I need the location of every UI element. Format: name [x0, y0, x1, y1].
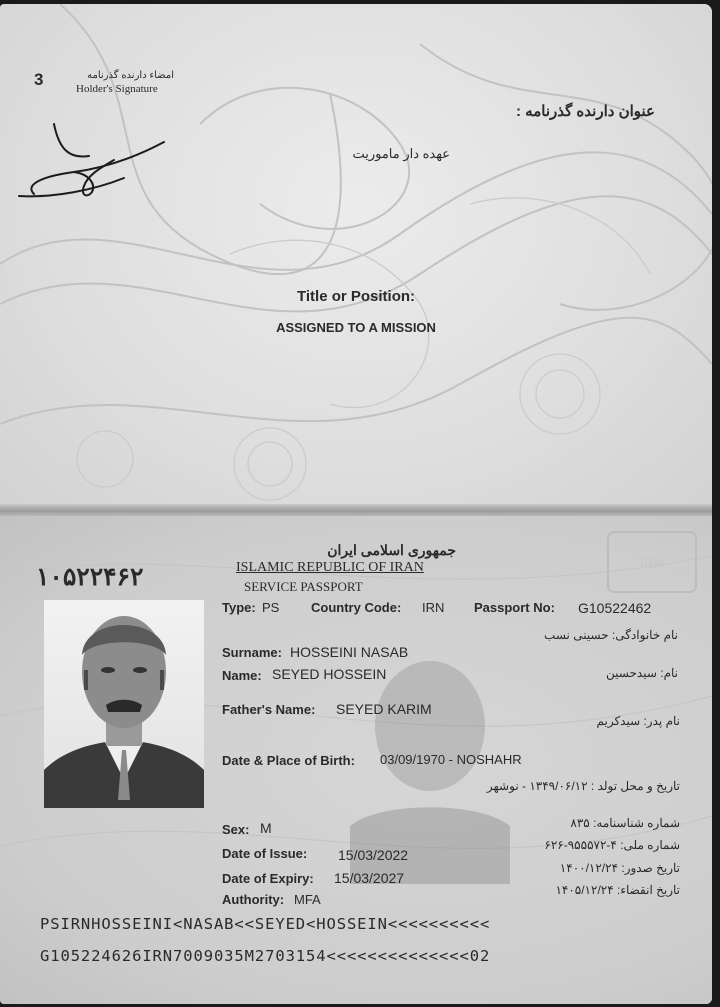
expiry-date-label: Date of Expiry: [222, 871, 314, 886]
name-label: Name: [222, 668, 262, 683]
name-value: SEYED HOSSEIN [272, 666, 387, 682]
name-fa: نام: سیدحسین [606, 666, 678, 680]
id-number-fa: شماره شناسنامه: ۸۳۵ [570, 816, 680, 830]
issue-date-value: 15/03/2022 [338, 847, 409, 863]
holder-photo [44, 600, 204, 808]
father-name-label: Father's Name: [222, 702, 316, 717]
surname-fa: نام خانوادگی: حسینی نسب [544, 628, 678, 642]
page-number: 3 [34, 70, 44, 89]
expiry-date-value: 15/03/2027 [334, 870, 405, 886]
country-code-value: IRN [422, 600, 445, 615]
father-name-value: SEYED KARIM [336, 701, 432, 717]
title-label-en: Title or Position: [296, 288, 416, 305]
mrz-line-2: G105224626IRN7009035M2703154<<<<<<<<<<<<<<02 [40, 947, 491, 965]
observations-page [0, 4, 712, 509]
country-code-label: Country Code: [311, 600, 402, 615]
signature-label-fa: امضاء دارنده گذرنامه [87, 70, 174, 81]
country-name-fa: جمهوری اسلامی ایران [327, 542, 456, 558]
father-name-fa: نام پدر: سیدکریم [596, 714, 680, 728]
passport-number-label: Passport No: [474, 600, 555, 615]
issue-date-label: Date of Issue: [222, 846, 308, 861]
birth-value: 03/09/1970 - NOSHAHR [380, 752, 522, 767]
title-value-en: ASSIGNED TO A MISSION [276, 320, 436, 335]
passport-type-title: SERVICE PASSPORT [244, 579, 363, 594]
passport-number-value: G10522462 [578, 600, 652, 616]
authority-value: MFA [294, 892, 321, 907]
surname-value: HOSSEINI NASAB [290, 644, 409, 660]
serial-number: ۱۰۵۲۲۴۶۲ [36, 563, 144, 591]
expiry-date-fa: تاریخ انقضاء: ۱۴۰۵/۱۲/۲۴ [555, 883, 680, 897]
svg-text:IRN: IRN [639, 555, 665, 571]
birth-fa: تاریخ و محل تولد : ۱۳۴۹/۰۶/۱۲ - نوشهر [486, 779, 680, 793]
country-name-en: ISLAMIC REPUBLIC OF IRAN [236, 560, 424, 575]
title-value-fa: عهده دار ماموریت [352, 146, 450, 161]
issue-date-fa: تاریخ صدور: ۱۴۰۰/۱۲/۲۴ [559, 861, 680, 875]
type-value: PS [262, 600, 280, 615]
type-label: Type: [222, 600, 256, 615]
birth-label: Date & Place of Birth: [222, 753, 355, 768]
surname-label: Surname: [222, 645, 282, 660]
signature-label-en: Holder's Signature [76, 83, 158, 95]
national-id-fa: شماره ملی: ۴-۹۵۵۵۷۲-۶۲۶ [544, 838, 680, 852]
sex-value: M [260, 820, 272, 836]
passport-page [0, 4, 712, 1004]
title-label-fa: عنوان دارنده گذرنامه : [516, 103, 655, 120]
mrz-line-1: PSIRNHOSSEINI<NASAB<<SEYED<HOSSEIN<<<<<<<<<< [40, 915, 491, 933]
authority-label: Authority: [222, 892, 285, 907]
sex-label: Sex: [222, 822, 250, 837]
signature-image [14, 114, 174, 204]
